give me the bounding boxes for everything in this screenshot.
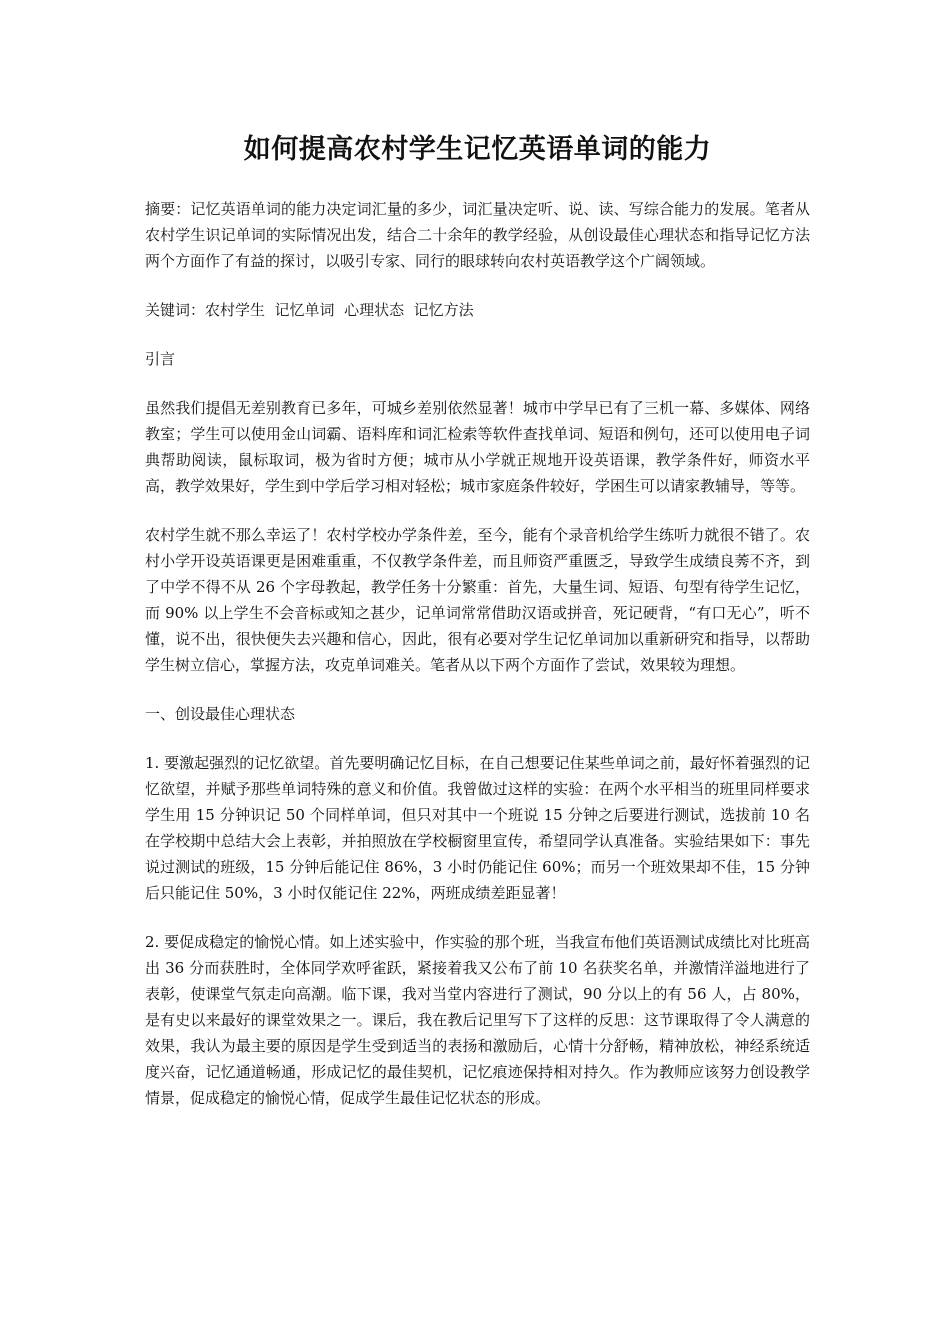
keywords-line: 关键词：农村学生 记忆单词 心理状态 记忆方法 bbox=[145, 301, 474, 319]
document-title: 如何提高农村学生记忆英语单词的能力 bbox=[243, 134, 712, 165]
section-1-item-2: 2. 要促成稳定的愉悦心情。如上述实验中，作实验的那个班，当我宣布他们英语测试成绩比对比班高出 36 分而获胜时，全体同学欢呼雀跃，紧接着我又公布了前 10 名获奖名单，并激情洋溢地进行了表彰，使课堂气氛走向高潮。临下课，我对当堂内容进行了测试，90 分以上的有 56 人，占 80%，是有史以来最好的课堂效果之一。课后，我在教后记里写下了这样的反思：这节课取得了令人满意的效果，我认为最主要的原因是学生受到适当的表扬和激励后，心情十分舒畅，精神放松，神经系统适度兴奋，记忆通道畅通，形成记忆的最佳契机，记忆痕迹保持相对持久。作为教师应该努力创设教学情景，促成稳定的愉悦心情，促成学生最佳记忆状态的形成。 bbox=[145, 933, 810, 1107]
intro-heading: 引言 bbox=[145, 350, 176, 368]
document-page bbox=[145, 128, 810, 1134]
section-1-item-1: 1. 要激起强烈的记忆欲望。首先要明确记忆目标，在自己想要记住某些单词之前，最好怀着强烈的记忆欲望，并赋予那些单词特殊的意义和价值。我曾做过这样的实验：在两个水平相当的班里同样要求学生用 15 分钟识记 50 个同样单词，但只对其中一个班说 15 分钟之后要进行测试，选拔前 10 名在学校期中总结大会上表彰，并拍照放在学校橱窗里宣传，希望同学认真准备。实验结果如下：事先说过测试的班级，15 分钟后能记住 86%，3 小时仍能记住 60%；而另一个班效果却不佳，15 分钟后只能记住 50%，3 小时仅能记住 22%，两班成绩差距显著！ bbox=[145, 754, 810, 902]
abstract-paragraph: 摘要：记忆英语单词的能力决定词汇量的多少，词汇量决定听、说、读、写综合能力的发展。笔者从农村学生识记单词的实际情况出发，结合二十余年的教学经验，从创设最佳心理状态和指导记忆方法两个方面作了有益的探讨，以吸引专家、同行的眼球转向农村英语教学这个广阔领域。 bbox=[145, 200, 810, 270]
section-1-heading: 一、创设最佳心理状态 bbox=[145, 705, 296, 723]
body-paragraph-1: 虽然我们提倡无差别教育已多年，可城乡差别依然显著！城市中学早已有了三机一幕、多媒体、网络教室；学生可以使用金山词霸、语料库和词汇检索等软件查找单词、短语和例句，还可以使用电子词典帮助阅读，鼠标取词，极为省时方便；城市从小学就正规地开设英语课，教学条件好，师资水平高，教学效果好，学生到中学后学习相对轻松；城市家庭条件较好，学困生可以请家教辅导，等等。 bbox=[145, 399, 810, 495]
body-paragraph-2: 农村学生就不那么幸运了！农村学校办学条件差，至今，能有个录音机给学生练听力就很不错了。农村小学开设英语课更是困难重重，不仅教学条件差，而且师资严重匮乏，导致学生成绩良莠不齐，到了中学不得不从 26 个字母教起，教学任务十分繁重：首先，大量生词、短语、句型有待学生记忆，而 90% 以上学生不会音标或知之甚少，记单词常常借助汉语或拼音，死记硬背，“有口无心”，听不懂，说不出，很快便失去兴趣和信心，因此，很有必要对学生记忆单词加以重新研究和指导，以帮助学生树立信心，掌握方法，攻克单词难关。笔者从以下两个方面作了尝试，效果较为理想。 bbox=[145, 526, 810, 674]
